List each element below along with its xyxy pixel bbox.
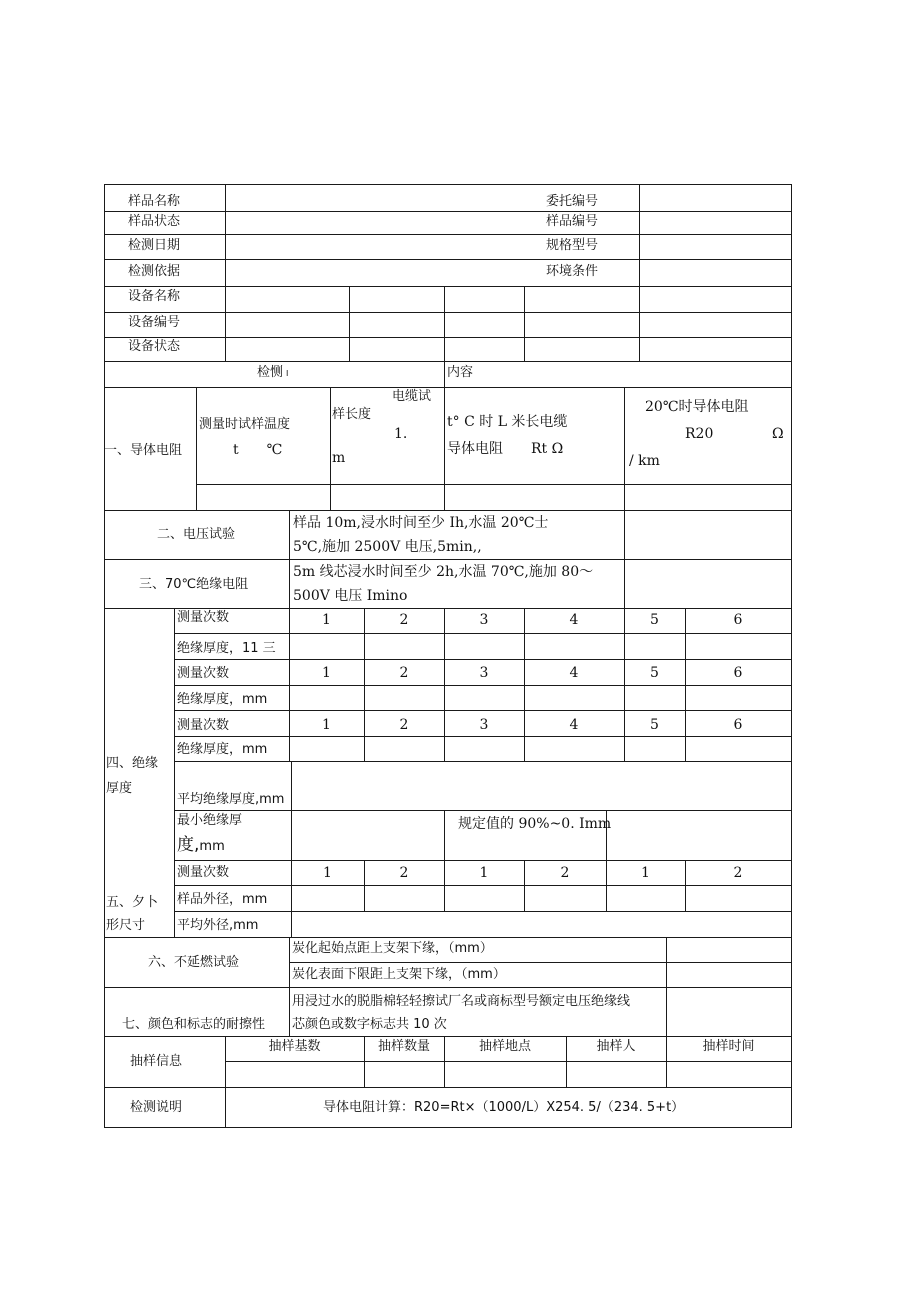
s4-thk-label-2: 绝缘厚度，mm [177, 692, 268, 707]
s6-label: 六、不延燃试验 [148, 955, 240, 970]
content-header-left: 检恻 I [257, 365, 289, 380]
s4-r2-count-3: 3 [479, 665, 489, 681]
notes-label: 检测说明 [130, 1100, 183, 1115]
s7-line1: 用浸过水的脱脂棉轻轻擦试厂名或商标型号额定电压绝缘线 [292, 994, 631, 1009]
sampling-time-header: 抽样时间 [702, 1039, 755, 1054]
s4-r3-count-3: 3 [479, 717, 489, 733]
s4-r1-count-5: 5 [650, 612, 659, 628]
s6-line2: 炭化表面下限距上支架下缘，（mm） [292, 967, 506, 982]
s4-r1-count-4: 4 [569, 612, 579, 628]
s4-count-label-3: 测量次数 [177, 718, 230, 733]
env-conditions-label: 环境条件 [546, 264, 599, 279]
s4-r1-count-1: 1 [322, 612, 331, 628]
s5-count-3: 1 [479, 865, 489, 881]
s1-len-c: 1. [394, 426, 408, 442]
s3-line1: 5m 线芯浸水时间至少 2h,水温 70℃,施加 80〜 [293, 564, 594, 580]
content-header-right: 内容 [447, 365, 474, 380]
s4-r2-count-4: 4 [569, 665, 579, 681]
sampling-location-header: 抽样地点 [478, 1039, 531, 1054]
s4-r3-count-1: 1 [322, 717, 331, 733]
s2-label: 二、电压试验 [157, 527, 236, 542]
s4-r2-count-1: 1 [322, 665, 331, 681]
s5-count-4: 2 [560, 865, 570, 881]
s1-r20-a: 20℃时导体电阻 [645, 399, 749, 415]
s4-r2-count-6: 6 [733, 665, 743, 681]
s3-line2: 500V 电压 Imino [293, 588, 408, 604]
equipment-no-label: 设备编号 [128, 315, 181, 330]
notes-text: 导体电阻计算：R20=Rt×（1000/L）X254. 5/（234. 5+t） [323, 1100, 685, 1115]
s1-len-d: m [332, 450, 346, 466]
s1-r20-c: Ω [772, 426, 784, 442]
s5-count-6: 2 [733, 865, 743, 881]
s4-r1-count-3: 3 [479, 612, 489, 628]
sample-name-label: 样品名称 [128, 194, 181, 209]
s5-label-b: 形尺寸 [106, 918, 146, 933]
s1-res-b: 导体电阻 Rt Ω [447, 441, 564, 457]
s1-r20-b: R20 [685, 426, 714, 442]
s5-count-1: 1 [323, 865, 332, 881]
s3-label: 三、70℃绝缘电阻 [139, 577, 249, 592]
s5-avg-label: 平均外径,mm [177, 918, 259, 933]
s5-count-2: 2 [399, 865, 409, 881]
s4-label-a: 四、绝缘 [106, 756, 159, 771]
sample-status-label: 样品状态 [128, 214, 181, 229]
test-date-label: 检测日期 [128, 238, 181, 253]
s4-r3-count-2: 2 [399, 717, 409, 733]
equipment-name-label: 设备名称 [128, 289, 181, 304]
s4-r3-count-4: 4 [569, 717, 579, 733]
s5-count-label: 测量次数 [177, 865, 230, 880]
s4-thk-label-3: 绝缘厚度，mm [177, 742, 268, 757]
sampling-base-header: 抽样基数 [268, 1039, 321, 1054]
sampling-qty-header: 抽样数量 [377, 1039, 430, 1054]
test-basis-label: 检测依据 [128, 264, 181, 279]
s4-r3-count-6: 6 [733, 717, 743, 733]
commission-no-label: 委托编号 [546, 194, 599, 209]
s5-label-a: 五、夕卜 [106, 895, 159, 910]
equipment-status-label: 设备状态 [128, 339, 181, 354]
s4-r1-count-2: 2 [399, 612, 409, 628]
s4-count-label-2: 测量次数 [177, 666, 230, 681]
s4-min-label-b: 度,mm [177, 835, 225, 855]
s4-r2-count-5: 5 [650, 665, 659, 681]
s4-r3-count-5: 5 [650, 717, 659, 733]
sample-no-label: 样品编号 [546, 214, 599, 229]
s4-label-b: 厚度 [106, 781, 133, 796]
s7-line2: 芯颜色或数字标志共 10 次 [292, 1017, 447, 1032]
s4-r1-count-6: 6 [733, 612, 743, 628]
s2-line2: 5℃,施加 2500V 电压,5min,, [293, 539, 482, 555]
sampling-label: 抽样信息 [130, 1054, 183, 1069]
s4-min-label-a: 最小绝缘厚 [177, 813, 243, 828]
s4-thk-label-1: 绝缘厚度，11 三 [177, 641, 276, 656]
sampling-person-header: 抽样人 [596, 1039, 636, 1054]
s1-temp-unit: t ℃ [233, 442, 283, 458]
s7-label: 七、颜色和标志的耐擦性 [122, 1017, 266, 1032]
s4-min-rule: 规定值的 90%~0. Imm [458, 816, 612, 832]
spec-model-label: 规格型号 [546, 238, 599, 253]
s6-line1: 炭化起始点距上支架下缘，（mm） [292, 941, 493, 956]
s2-line1: 样品 10m,浸水时间至少 Ih,水温 20℃士 [293, 515, 549, 531]
s1-len-a: 样长度 [332, 407, 372, 422]
s1-r20-d: / km [629, 453, 660, 469]
s5-od-label: 样品外径，mm [177, 892, 268, 907]
s1-len-b: 电缆试 [392, 389, 432, 404]
s5-count-5: 1 [641, 865, 650, 881]
s1-temp-label: 测量时试样温度 [199, 417, 291, 432]
s4-r2-count-2: 2 [399, 665, 409, 681]
s1-res-a: t° C 时 L 米长电缆 [447, 414, 568, 430]
s1-label: 一、导体电阻 [104, 443, 183, 458]
s4-avg-label: 平均绝缘厚度,mm [177, 792, 285, 807]
s4-count-label-1: 测量次数 [177, 610, 230, 625]
